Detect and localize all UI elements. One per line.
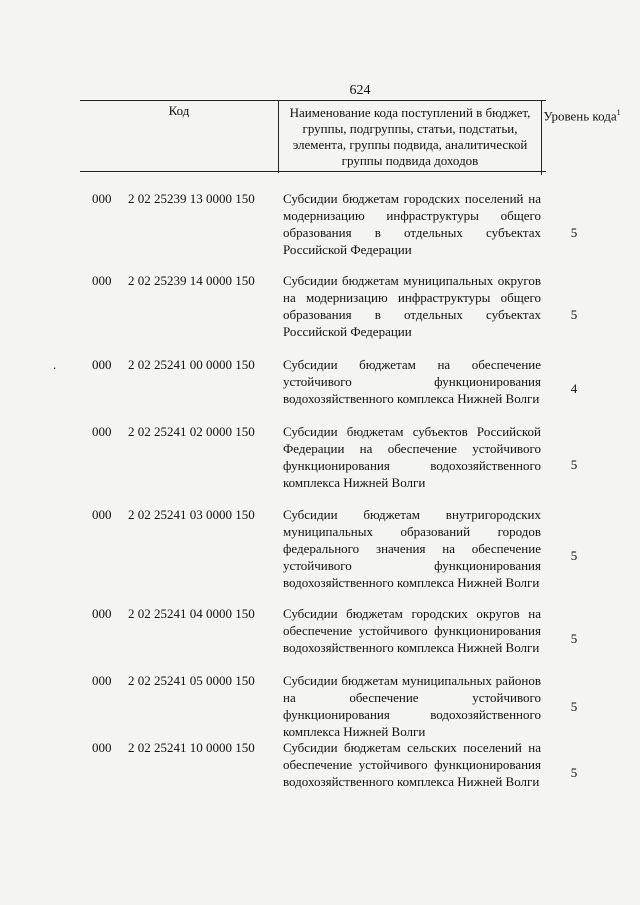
row-level: 5 [570, 765, 578, 780]
row-description: Субсидии бюджетам сельских поселений на обеспечение устойчивого функционирования водохозяйственного комплекса Нижней Волги [283, 740, 541, 789]
row-code: 2 02 25241 10 0000 150 [128, 740, 255, 755]
row-level: 5 [570, 307, 578, 322]
row-code: 2 02 25239 13 0000 150 [128, 191, 255, 206]
header-level-footnote: 1 [616, 108, 621, 117]
row-description: Субсидии бюджетам субъектов Российской Федерации на обеспечение устойчивого функционирования водохозяйственного комплекса Нижней Волги [283, 424, 541, 490]
row-code: 2 02 25241 02 0000 150 [128, 424, 255, 439]
row-code: 2 02 25241 04 0000 150 [128, 606, 255, 621]
row-level: 4 [570, 381, 578, 396]
row-prefix: 000 [92, 606, 112, 621]
row-level: 5 [570, 699, 578, 714]
stray-mark: . [53, 357, 57, 372]
table-header [80, 100, 621, 172]
row-prefix: 000 [92, 191, 112, 206]
row-code: 2 02 25241 05 0000 150 [128, 673, 255, 688]
row-description: Субсидии бюджетам внутригородских муниципальных образований городов федерального значения на обеспечение устойчивого функционирования водохозяйственного комплекса Нижней Волги [283, 507, 541, 590]
row-prefix: 000 [92, 357, 112, 372]
page-number: 624 [349, 83, 371, 98]
row-code: 2 02 25241 00 0000 150 [128, 357, 255, 372]
header-name: Наименование кода поступлений в бюджет, группы, подгруппы, статьи, подстатьи, элемента, группы подвида, аналитической группы подвида доходов [289, 105, 531, 168]
header-level-label: Уровень кода [543, 108, 617, 124]
row-level: 5 [570, 631, 578, 646]
row-prefix: 000 [92, 424, 112, 439]
header-code: Код [80, 101, 279, 173]
row-prefix: 000 [92, 273, 112, 288]
row-level: 5 [570, 225, 578, 240]
header-level [541, 101, 622, 175]
row-code: 2 02 25241 03 0000 150 [128, 507, 255, 522]
row-description: Субсидии бюджетам городских поселений на модернизацию инфраструктуры общего образования в отдельных субъектах Российской Федерации [283, 191, 541, 257]
row-prefix: 000 [92, 507, 112, 522]
row-prefix: 000 [92, 673, 112, 688]
row-level: 5 [570, 457, 578, 472]
row-description: Субсидии бюджетам городских округов на обеспечение устойчивого функционирования водохозяйственного комплекса Нижней Волги [283, 606, 541, 655]
row-description: Субсидии бюджетам муниципальных районов на обеспечение устойчивого функционирования водохозяйственного комплекса Нижней Волги [283, 673, 541, 739]
row-level: 5 [570, 548, 578, 563]
row-code: 2 02 25239 14 0000 150 [128, 273, 255, 288]
row-description: Субсидии бюджетам муниципальных округов на модернизацию инфраструктуры общего образования в отдельных субъектах Российской Федерации [283, 273, 541, 339]
row-prefix: 000 [92, 740, 112, 755]
row-description: Субсидии бюджетам на обеспечение устойчивого функционирования водохозяйственного комплекса Нижней Волги [283, 357, 541, 406]
